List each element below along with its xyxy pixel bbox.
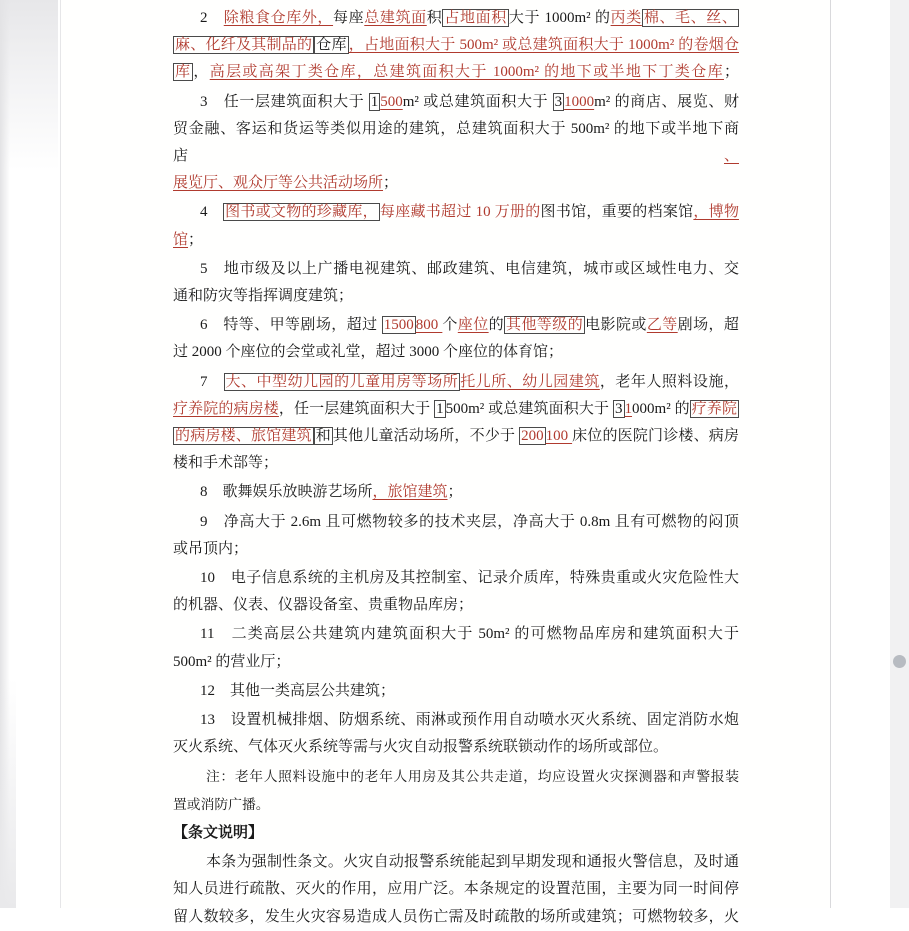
text-run: 500m² 的营业厅；: [173, 653, 291, 670]
inserted-text: 除粮食仓库外，: [223, 10, 334, 26]
deleted-text-box: 占地面积: [444, 10, 507, 26]
deleted-text-box: 1: [436, 400, 444, 417]
inserted-text: 丙类: [610, 10, 642, 26]
text-run: ；: [188, 231, 204, 248]
text-run: 2: [200, 10, 224, 26]
text-run: 的机器、仪表、仪器设备室、贵重物品库房；: [173, 597, 474, 614]
inserted-text: 馆: [173, 231, 189, 248]
inserted-text: 展览厅、观众厅等公共活动场所: [173, 175, 384, 192]
doc-line: [173, 536, 739, 563]
doc-line: [173, 678, 739, 705]
text-run: ，任一层建筑面积大于: [278, 400, 435, 417]
deleted-text-box: 其他等级的: [506, 317, 584, 334]
inserted-text: 座位: [457, 317, 489, 334]
doc-line: [173, 649, 739, 676]
text-run: 10 电子信息系统的主机房及其控制室、记录介质库，特殊贵重或火灾危险性大: [200, 570, 739, 587]
text-run: 3 任一层建筑面积大于: [200, 93, 369, 110]
doc-line: [173, 396, 739, 423]
text-run: ；: [447, 484, 463, 501]
text-run: 电影院或: [585, 317, 647, 334]
doc-line: [173, 5, 739, 32]
item-11: [173, 621, 739, 675]
text-run: 过 2000 个座位的会堂或礼堂，超过 3000 个座位的体育馆；: [173, 344, 564, 361]
doc-line: [173, 707, 739, 734]
document-text: [173, 5, 739, 931]
inserted-text: ，占地面积大于 500m² 或总建筑面积大于 1000m² 的卷烟仓: [348, 37, 739, 54]
item-9: [173, 509, 739, 563]
inserted-text: 1000: [564, 93, 595, 110]
deleted-text-box: 3: [554, 93, 563, 110]
text-run: 留人数较多，发生火灾容易造成人员伤亡需及时疏散的场所或建筑；可燃物较多，火: [173, 908, 739, 925]
deleted-text-box: 棉、毛、丝、: [643, 10, 737, 26]
doc-line: [173, 199, 739, 226]
text-run: 通和防灾等指挥调度建筑；: [173, 288, 354, 305]
deleted-text-box: 疗养院: [691, 400, 737, 417]
doc-line: [173, 89, 739, 116]
inserted-text: 800: [415, 317, 443, 334]
doc-line: [173, 791, 739, 818]
doc-line: [173, 849, 739, 876]
text-run: 贸金融、客运和货运等类似用途的建筑，总建筑面积大于 500m² 的地下或半地下商店: [173, 120, 739, 165]
text-run: 000m² 的: [632, 400, 690, 417]
doc-line: [173, 876, 739, 903]
scrollbar-thumb[interactable]: [893, 655, 906, 668]
commentary-paragraph: [173, 849, 739, 931]
text-run: m² 或总建筑面积大于: [402, 93, 553, 110]
inserted-text: ，博物: [693, 204, 739, 221]
doc-line: [173, 565, 739, 592]
inserted-text: 高层或高架丁类仓库，总建筑面积大于 1000m² 的地下或半地下丁类仓库: [209, 64, 724, 81]
text-run: 4: [200, 204, 224, 221]
text-run: 12 其他一类高层公共建筑；: [200, 682, 396, 699]
deleted-text-box: 麻、化纤及其制品的: [175, 37, 313, 54]
text-run: 注：老年人照料设施中的老年人用房及其公共走道，均应设置火灾探测器和声警报装: [206, 769, 739, 785]
doc-line: [173, 509, 739, 536]
document-page: [60, 0, 831, 925]
text-run: 个: [442, 317, 458, 334]
item-10: [173, 565, 739, 619]
inserted-text: 疗养院的病房楼: [173, 400, 279, 417]
doc-line: [173, 32, 739, 59]
deleted-text-box: 1: [370, 93, 379, 110]
doc-line: [173, 592, 739, 619]
text-run: 的: [488, 317, 505, 334]
inserted-text: 、: [723, 148, 739, 165]
inserted-text: ，旅馆建筑: [372, 484, 448, 501]
doc-line: [173, 621, 739, 648]
text-run: 知人员进行疏散、灭火的作用，应用广泛。本条规定的设置范围，主要为同一时间停: [173, 881, 739, 898]
deleted-text-box: 的病房楼、旅馆建筑: [175, 428, 312, 445]
doc-line: [173, 312, 739, 339]
deleted-text-box: 大、中型幼儿园的儿童用房等场所: [225, 373, 459, 390]
inserted-text: 乙等: [646, 317, 678, 334]
inserted-text: 100: [545, 428, 573, 445]
doc-line: [173, 763, 739, 790]
deleted-text-box: 库: [175, 64, 192, 81]
deleted-text-box: 仓库: [316, 37, 347, 54]
item-7: [173, 369, 739, 478]
deleted-text-box: 图书或文物的珍藏库，: [225, 204, 378, 221]
doc-line: [173, 479, 739, 506]
text-run: 6 特等、甲等剧场，超过: [200, 317, 382, 334]
doc-line: [173, 820, 739, 847]
inserted-text: 1: [624, 400, 633, 417]
text-run: m² 的商店、展览、财: [594, 93, 739, 110]
text-run: 每座: [333, 10, 365, 26]
doc-line: [173, 227, 739, 254]
text-run: 剧场，超: [677, 317, 739, 334]
doc-line: [173, 423, 739, 450]
inserted-text: 500: [380, 93, 403, 110]
deleted-text-box: 3: [615, 400, 623, 417]
text-run: ；: [383, 175, 399, 192]
deleted-text-box: 和: [315, 428, 331, 445]
text-run: 500m² 或总建筑面积大于: [445, 400, 614, 417]
doc-line: [173, 116, 739, 170]
deleted-text-box: 1500: [383, 317, 414, 334]
text-run: 9 净高大于 2.6m 且可燃物较多的技术夹层，净高大于 0.8m 且有可燃物的闷顶: [200, 513, 739, 530]
doc-line: [173, 256, 739, 283]
section-heading: [173, 820, 739, 847]
scrollbar-track[interactable]: [890, 0, 909, 908]
doc-line: [173, 59, 739, 86]
text-run: 7: [200, 373, 224, 390]
doc-line: [173, 170, 739, 197]
inserted-text: 总建筑面: [364, 10, 427, 26]
doc-line: [173, 734, 739, 761]
text-run: 【条文说明】: [173, 824, 264, 841]
page-edge-shadow-bottom-left: [0, 678, 16, 908]
item-2: [173, 5, 739, 87]
inserted-text: 托儿所、幼儿园建筑: [460, 373, 600, 390]
revised-text: 每座藏书超过 10 万册的: [379, 204, 541, 221]
item-12: [173, 678, 739, 705]
doc-line: [173, 369, 739, 396]
text-run: 13 设置机械排烟、防烟系统、雨淋或预作用自动喷水灭火系统、固定消防水炮: [200, 712, 739, 729]
text-run: 积: [426, 10, 443, 26]
text-run: 或吊顶内；: [173, 540, 249, 557]
text-run: 置或消防广播。: [173, 796, 270, 812]
text-run: ；: [723, 64, 739, 81]
text-run: ，: [193, 64, 210, 81]
item-13: [173, 707, 739, 761]
deleted-text-box: 200: [521, 428, 544, 445]
text-run: 5 地市级及以上广播电视建筑、邮政建筑、电信建筑，城市或区域性电力、交: [200, 260, 739, 277]
item-6: [173, 312, 739, 366]
text-run: 灭火系统、气体灭火系统等需与火灾自动报警系统联锁动作的场所或部位。: [173, 739, 669, 756]
text-run: 本条为强制性条文。火灾自动报警系统能起到早期发现和通报火警信息，及时通: [206, 854, 739, 871]
doc-line: [173, 283, 739, 310]
item-4: [173, 199, 739, 253]
doc-line: [173, 339, 739, 366]
text-run: 楼和手术部等；: [173, 455, 279, 472]
note: [173, 763, 739, 817]
text-run: 8 歌舞娱乐放映游艺场所: [200, 484, 373, 501]
item-8: [173, 479, 739, 506]
doc-line: [173, 450, 739, 477]
item-3: [173, 89, 739, 198]
text-run: 11 二类高层公共建筑内建筑面积大于 50m² 的可燃物品库房和建筑面积大于: [200, 626, 739, 643]
item-5: [173, 256, 739, 310]
text-run: 其他儿童活动场所，不少于: [332, 428, 520, 445]
text-run: 大于 1000m² 的: [508, 10, 611, 26]
text-run: ，老年人照料设施，: [599, 373, 739, 390]
text-run: 床位的医院门诊楼、病房: [572, 428, 739, 445]
text-run: 图书馆，重要的档案馆: [540, 204, 694, 221]
